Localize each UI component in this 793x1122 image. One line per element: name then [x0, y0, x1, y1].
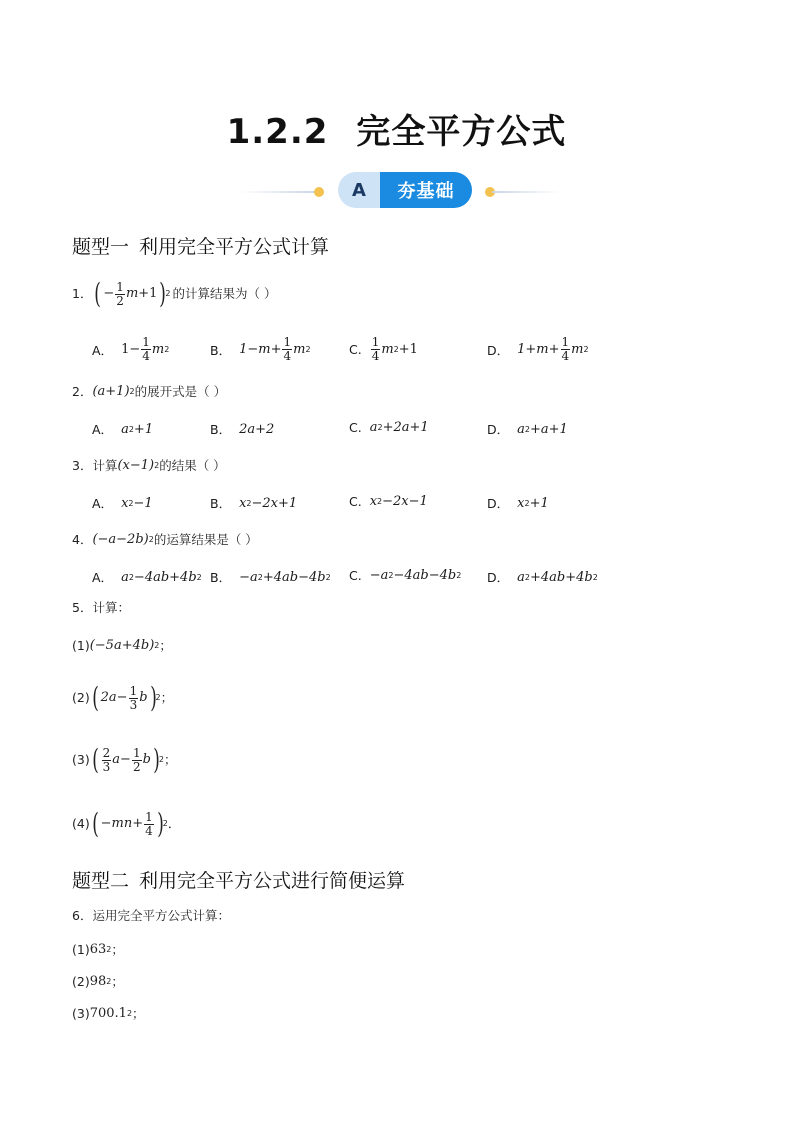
- q3-exp: 2: [154, 461, 160, 470]
- option-exp: 2: [128, 572, 134, 582]
- q1-frac-den: 2: [116, 293, 124, 308]
- option-base: a: [369, 420, 378, 435]
- paren-open: (: [91, 681, 99, 714]
- q4-option-b[interactable]: [210, 568, 331, 586]
- item-base: 700.1: [89, 1006, 127, 1021]
- frac-num: 1: [129, 683, 138, 698]
- q5-num: 5．: [72, 600, 93, 615]
- frac-den: 4: [283, 349, 292, 363]
- option-rest: −1: [133, 495, 153, 511]
- option-exp: 2: [128, 498, 134, 508]
- option-var: m: [151, 342, 165, 357]
- option-base: 2a+2: [239, 421, 275, 437]
- option-label: A．: [92, 570, 114, 585]
- q4-text: 的运算结果是（ ）: [153, 532, 258, 547]
- frac-den: 3: [102, 759, 111, 774]
- option-label: D．: [487, 570, 510, 585]
- level-banner: [240, 172, 560, 212]
- option-base: x: [121, 495, 129, 511]
- item-label: (2): [72, 690, 90, 705]
- frac-den: 3: [129, 697, 138, 712]
- section-1-num: 题型一: [72, 236, 130, 258]
- item-exp: 2: [106, 977, 112, 986]
- q3-option-b[interactable]: [210, 494, 297, 512]
- option-label: B．: [210, 422, 232, 437]
- option-label: A．: [92, 496, 114, 511]
- option-label: B．: [210, 342, 232, 358]
- option-label: B．: [210, 570, 232, 585]
- option-label: A．: [92, 342, 114, 358]
- item-frac: [129, 685, 139, 712]
- page-title: [0, 104, 793, 153]
- paren-open: (: [91, 743, 99, 776]
- item-label: (1): [72, 638, 90, 653]
- q1-frac: [115, 281, 125, 308]
- section-heading-2: [72, 866, 405, 893]
- option-var: m: [381, 342, 394, 357]
- frac-num: 1: [132, 745, 141, 760]
- q5-item-1: [72, 636, 172, 656]
- item-exp: 2: [154, 641, 160, 650]
- q2-option-b[interactable]: [210, 420, 274, 438]
- option-rest: +a+1: [530, 421, 568, 437]
- frac-num: 2: [102, 745, 111, 760]
- frac-den: 2: [132, 759, 141, 774]
- frac-num: 1: [561, 335, 570, 349]
- q1-paren-open: (: [94, 277, 102, 310]
- paren-close: ): [156, 807, 164, 840]
- item-exp: 2: [155, 693, 161, 702]
- option-frac: [141, 336, 151, 363]
- q4-option-d[interactable]: [487, 568, 598, 586]
- item-end: ；: [159, 638, 172, 653]
- option-base: x: [239, 495, 247, 511]
- item-exp: 2: [162, 819, 168, 828]
- item-exp: 2: [158, 755, 164, 764]
- frac-den: 4: [561, 349, 570, 363]
- level-label: 夯基础: [380, 172, 472, 208]
- frac-num: 1: [283, 335, 292, 349]
- q5-item-3: [72, 743, 177, 776]
- q5-item-2: [72, 681, 174, 714]
- q3-option-a[interactable]: [92, 494, 153, 512]
- item-label: (1): [72, 942, 90, 957]
- option-base: −a: [239, 569, 258, 585]
- banner-dot-left: [314, 187, 324, 197]
- option-mid: +4ab−4b: [262, 569, 326, 585]
- banner-line-left: [240, 191, 316, 193]
- option-base: −a: [369, 568, 389, 583]
- q2-exp: 2: [129, 387, 135, 396]
- paren-open: (: [91, 807, 99, 840]
- item-pre: 2a−: [100, 690, 128, 705]
- paren-close: ): [153, 743, 160, 776]
- option-label: C.: [349, 568, 362, 583]
- section-heading-1: [72, 232, 329, 259]
- q6-item-3: [72, 1004, 145, 1024]
- item-mid: a−: [112, 752, 131, 767]
- q4-exp: 2: [148, 535, 154, 544]
- q6-text: 运用完全平方公式计算：: [92, 908, 230, 923]
- q1-text: 的计算结果为（ ）: [172, 286, 277, 301]
- q3-text: 的结果（ ）: [159, 458, 226, 473]
- question-2: [72, 382, 226, 402]
- option-frac: [282, 336, 292, 363]
- option-rest: +1: [133, 421, 154, 437]
- section-2-text: 利用完全平方公式进行简便运算: [139, 870, 406, 892]
- paren-close: ): [149, 681, 157, 714]
- option-frac: [561, 336, 571, 363]
- question-1: [72, 277, 277, 310]
- option-base: x: [369, 494, 378, 509]
- q2-option-d[interactable]: [487, 420, 568, 438]
- option-pre: 1−m+: [239, 342, 282, 357]
- item-post: b: [142, 752, 151, 767]
- frac-num: 1: [142, 335, 150, 349]
- option-exp2: 2: [456, 571, 462, 580]
- q3-pre: 计算: [92, 458, 118, 473]
- q5-text: 计算：: [92, 600, 130, 615]
- q1-paren-close: ): [159, 277, 167, 310]
- question-6: [72, 906, 230, 926]
- q1-option-c[interactable]: [349, 336, 418, 363]
- option-base: a: [121, 421, 129, 437]
- option-tail: +1: [398, 342, 418, 357]
- q2-text: 的展开式是（ ）: [134, 384, 227, 399]
- option-label: D．: [487, 422, 510, 437]
- option-label: C.: [349, 494, 362, 509]
- option-exp: 2: [388, 571, 394, 580]
- title-text: 完全平方公式: [356, 112, 567, 152]
- q4-option-c[interactable]: [349, 568, 461, 583]
- option-rest: +1: [529, 495, 549, 511]
- option-frac: [371, 336, 381, 363]
- q1-plus1: +1: [138, 286, 158, 301]
- frac-num: 1: [371, 335, 380, 349]
- q3-option-d[interactable]: [487, 494, 549, 512]
- q5-item-4: [72, 807, 181, 840]
- section-1-text: 利用完全平方公式计算: [139, 236, 330, 258]
- option-base: a: [517, 421, 525, 437]
- q1-exp: 2: [165, 289, 171, 298]
- option-label: A．: [92, 422, 114, 437]
- option-rest: +2a+1: [382, 420, 429, 435]
- q1-num: 1．: [72, 286, 93, 301]
- frac-den: 4: [145, 823, 153, 838]
- q1-m: m: [125, 286, 139, 301]
- option-pre: 1−: [121, 342, 141, 357]
- title-number: 1.2.2: [226, 112, 329, 152]
- option-base: a: [121, 569, 129, 585]
- q2-base: (a+1): [92, 384, 130, 399]
- option-exp: 2: [164, 345, 170, 354]
- option-exp2: 2: [592, 572, 598, 582]
- option-mid: +4ab+4b: [530, 569, 593, 585]
- option-exp: 2: [524, 424, 530, 434]
- q4-base: (−a−2b): [92, 532, 149, 547]
- question-4: [72, 530, 258, 550]
- q1-frac-num: 1: [116, 279, 124, 294]
- q4-option-a[interactable]: [92, 568, 202, 586]
- q2-option-a[interactable]: [92, 420, 153, 438]
- q4-num: 4．: [72, 532, 93, 547]
- section-2-num: 题型二: [72, 870, 130, 892]
- option-exp: 2: [246, 498, 252, 508]
- option-rest: −2x+1: [251, 495, 298, 511]
- level-letter: A: [338, 172, 380, 208]
- option-label: D．: [487, 342, 510, 358]
- q1-minus: −: [103, 286, 115, 301]
- q2-num: 2．: [72, 384, 93, 399]
- option-exp: 2: [524, 498, 530, 508]
- frac-den: 4: [371, 349, 380, 363]
- item-end: ；: [111, 974, 124, 989]
- q3-option-c[interactable]: [349, 494, 428, 509]
- item-base: 63: [89, 942, 107, 957]
- q6-item-1: [72, 940, 124, 960]
- item-base: 98: [89, 974, 107, 989]
- item-frac: [144, 811, 154, 838]
- q3-base: (x−1): [117, 458, 155, 473]
- q6-num: 6．: [72, 908, 93, 923]
- q1-option-a[interactable]: [92, 336, 169, 363]
- option-exp: 2: [524, 572, 530, 582]
- item-end: ；: [160, 690, 174, 705]
- level-pill: [338, 172, 472, 208]
- option-exp: 2: [257, 572, 263, 582]
- frac-num: 1: [145, 809, 153, 824]
- option-rest: −2x−1: [382, 494, 428, 509]
- item-pre: −mn+: [100, 816, 144, 831]
- item-end: ．: [167, 816, 181, 831]
- item-end: ；: [132, 1006, 145, 1021]
- item-end: ；: [163, 752, 177, 767]
- item-expr: (−5a+4b): [89, 638, 155, 653]
- banner-line-right: [492, 191, 560, 193]
- option-label: D．: [487, 496, 510, 511]
- q2-option-c[interactable]: [349, 420, 429, 435]
- item-exp: 2: [126, 1009, 133, 1018]
- q3-num: 3．: [72, 458, 93, 473]
- item-frac-1: [102, 747, 112, 774]
- q6-item-2: [72, 972, 124, 992]
- option-var: m: [293, 342, 306, 357]
- item-label: (3): [72, 752, 90, 767]
- option-exp: 2: [583, 345, 589, 354]
- option-base: x: [517, 495, 525, 511]
- option-mid: −4ab−4b: [393, 568, 457, 583]
- question-3: [72, 456, 226, 476]
- item-label: (2): [72, 974, 90, 989]
- option-var: m: [571, 342, 584, 357]
- item-label: (3): [72, 1006, 90, 1021]
- option-pre: 1+m+: [517, 342, 560, 357]
- item-label: (4): [72, 816, 90, 831]
- option-exp2: 2: [196, 572, 202, 582]
- option-exp: 2: [393, 345, 399, 354]
- option-base: a: [517, 569, 525, 585]
- item-frac-2: [132, 747, 142, 774]
- option-label: B．: [210, 496, 232, 511]
- frac-den: 4: [142, 349, 150, 363]
- option-exp: 2: [377, 497, 383, 506]
- option-label: C.: [349, 420, 362, 435]
- item-exp: 2: [106, 945, 112, 954]
- q1-option-d[interactable]: [487, 336, 589, 363]
- option-exp2: 2: [325, 572, 331, 582]
- item-end: ；: [111, 942, 124, 957]
- question-5: [72, 598, 130, 618]
- option-exp: 2: [377, 423, 383, 432]
- item-post: b: [139, 690, 148, 705]
- option-label: C.: [349, 342, 362, 357]
- option-exp: 2: [128, 424, 134, 434]
- q1-option-b[interactable]: [210, 336, 311, 363]
- option-mid: −4ab+4b: [133, 569, 197, 585]
- option-exp: 2: [305, 345, 311, 354]
